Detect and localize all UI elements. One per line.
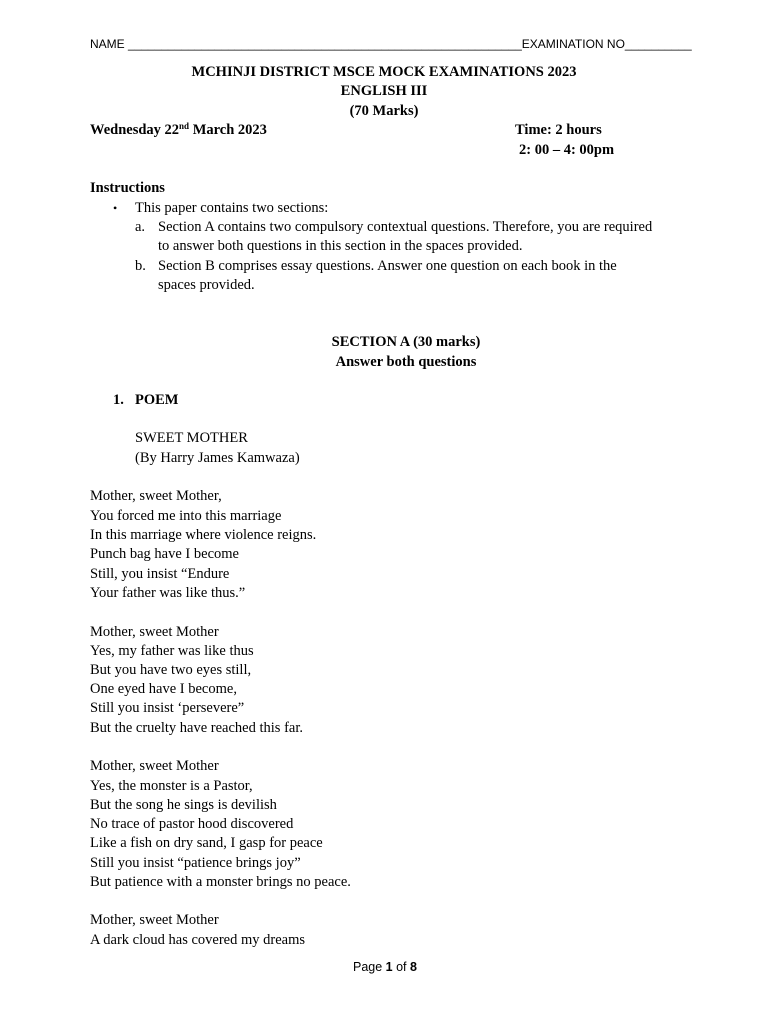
poem-line: You forced me into this marriage bbox=[90, 508, 282, 524]
instruction-marker-b: b. bbox=[135, 258, 146, 274]
name-label: NAME bbox=[90, 37, 125, 51]
subject-title: ENGLISH III bbox=[340, 83, 428, 99]
exam-no-label: EXAMINATION NO bbox=[521, 37, 625, 51]
poem-line: No trace of pastor hood discovered bbox=[90, 816, 294, 832]
question-number: 1. bbox=[113, 392, 124, 408]
poem-line: But the cruelty have reached this far. bbox=[90, 720, 303, 736]
poem-line: In this marriage where violence reigns. bbox=[90, 527, 317, 543]
poem-line: Mother, sweet Mother bbox=[90, 912, 219, 928]
exam-title: MCHINJI DISTRICT MSCE MOCK EXAMINATIONS 2023 bbox=[191, 64, 577, 80]
bullet-icon: • bbox=[113, 201, 118, 215]
instruction-b-line2: spaces provided. bbox=[158, 277, 255, 293]
poem-line: But the song he sings is devilish bbox=[90, 797, 277, 813]
question-label: POEM bbox=[135, 392, 179, 408]
poem-line: Punch bag have I become bbox=[90, 546, 239, 562]
instructions-heading: Instructions bbox=[90, 180, 165, 196]
section-a-subtitle: Answer both questions bbox=[335, 354, 477, 370]
name-line: ___________________________________________________________ bbox=[128, 37, 522, 51]
instruction-b-line1: Section B comprises essay questions. Answer one question on each book in the bbox=[158, 258, 617, 274]
poem-line: A dark cloud has covered my dreams bbox=[90, 932, 306, 948]
poem-line: Yes, the monster is a Pastor, bbox=[90, 778, 253, 794]
poem-line: But you have two eyes still, bbox=[90, 662, 252, 678]
instruction-a-line1: Section A contains two compulsory contextual questions. Therefore, you are required bbox=[158, 219, 653, 235]
section-a-title: SECTION A (30 marks) bbox=[331, 334, 481, 350]
page-number: Page 1 of 8 bbox=[353, 960, 417, 974]
instruction-bullet: This paper contains two sections: bbox=[135, 200, 329, 216]
poem-line: Still you insist “patience brings joy” bbox=[90, 855, 301, 871]
poem-line: Still, you insist “Endure bbox=[90, 566, 230, 582]
total-marks: (70 Marks) bbox=[349, 103, 419, 119]
instruction-a-line2: to answer both questions in this section in the spaces provided. bbox=[158, 238, 523, 254]
exam-date: Wednesday 22nd March 2023 bbox=[90, 121, 267, 138]
poem-line: Mother, sweet Mother bbox=[90, 758, 219, 774]
poem-line: Still you insist ‘persevere” bbox=[90, 700, 245, 716]
poem-line: Yes, my father was like thus bbox=[90, 643, 254, 659]
poem-line: One eyed have I become, bbox=[90, 681, 237, 697]
poem-author: (By Harry James Kamwaza) bbox=[135, 450, 300, 466]
poem-line: Mother, sweet Mother, bbox=[90, 488, 222, 504]
exam-time-range: 2: 00 – 4: 00pm bbox=[519, 142, 615, 158]
exam-duration: Time: 2 hours bbox=[515, 122, 602, 138]
poem-line: Your father was like thus.” bbox=[90, 585, 246, 601]
poem-line: Mother, sweet Mother bbox=[90, 624, 219, 640]
exam-no-line: __________ bbox=[624, 37, 692, 51]
name-field bbox=[90, 37, 692, 51]
poem-line: Like a fish on dry sand, I gasp for peace bbox=[90, 835, 323, 851]
poem-line: But patience with a monster brings no peace. bbox=[90, 874, 351, 890]
poem-title: SWEET MOTHER bbox=[135, 430, 248, 446]
instruction-marker-a: a. bbox=[135, 219, 146, 235]
